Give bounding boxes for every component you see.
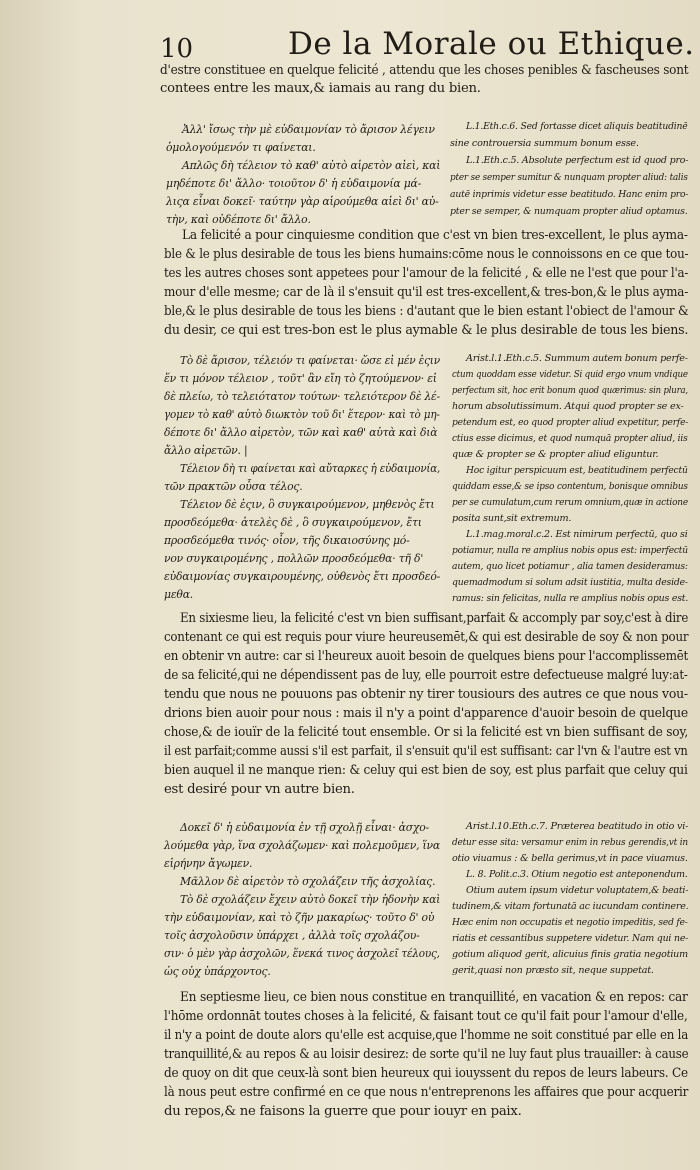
latin-note-line: autē inprimis videtur esse beatitudo. Hanc enim pro- <box>450 189 689 200</box>
latin-note-line: petendum est, eo quod propter aliud expetitur, perfe- <box>452 417 689 428</box>
latin-note-line: ramus: sin felicitas, nulla re amplius nobis opus est. <box>452 593 689 604</box>
latin-note-line: Arist.l.10.Eth.c.7. Præterea beatitudo in otio vi- <box>466 821 689 832</box>
latin-note-line: gerit,quasi non præsto sit, neque suppetat. <box>452 965 654 976</box>
body-text-line: chose,& de iouïr de la felicité tout ensemble. Or si la felicité est vn bien suffisant de soy, <box>164 725 688 740</box>
greek-quote-line: γομεν τὸ καθ' αὑτὸ διωκτὸν τοῦ δι' ἕτερον· καὶ τὸ μη- <box>164 408 440 421</box>
body-text-line: là nous peut estre confirmé en ce que nous n'entreprenons les affaires que pour acquerir <box>164 1085 689 1100</box>
body-text-line: de sa felicité,qui ne dépendissent pas de luy, elle pourroit estre defectueuse malgré luy:at- <box>164 668 688 683</box>
greek-quote-line: προσδεόμεθα τινός· οἷον, τῆς δικαιοσύνης μό- <box>164 534 410 547</box>
body-text-line: La felicité a pour cinquiesme condition que c'est vn bien tres-excellent, le plus ayma- <box>182 228 688 243</box>
latin-note-line: pter se semper sumitur & nunquam propter aliud: talis <box>450 172 688 183</box>
latin-note-line: autem, quo licet potiamur , alia tamen desideramus: <box>452 561 688 572</box>
latin-note-line: sine controuersia summum bonum esse. <box>450 138 639 149</box>
latin-note-line: potiamur, nulla re amplius nobis opus est: imperfectū <box>452 545 688 556</box>
greek-quote-line: ἕν τι μόνον τέλειον , τοῦτ' ἂν εἴη τὸ ζητούμενον· εἰ <box>164 372 437 385</box>
latin-note-line: L.1.Eth.c.6. Sed fortasse dicet aliquis beatitudinē <box>466 121 688 132</box>
intro-line-1: d'estre constituee en quelque felicité , attendu que les choses penibles & fascheuses sont <box>160 63 689 78</box>
body-text-line: il n'y a point de doute alors qu'elle est acquise,que l'homme ne soit constitué par elle en la <box>164 1028 689 1043</box>
page-number: 10 <box>160 34 194 64</box>
body-text-line: du repos,& ne faisons la guerre que pour iouyr en paix. <box>164 1104 522 1119</box>
greek-quote-line: μηδέποτε δι' ἄλλο· τοιοῦτον δ' ἡ εὐδαιμονία μά- <box>166 177 422 190</box>
latin-note-line: quemadmodum si solum adsit iustitia, multa deside- <box>452 577 688 588</box>
body-text-line: tranquillité,& au repos & au loisir desirez: de sorte qu'il ne luy faut plus trauailler: à cause <box>164 1047 689 1062</box>
running-title: De la Morale ou Ethique. <box>288 26 695 62</box>
latin-note-line: pter se semper, & numquam propter aliud optamus. <box>450 206 688 217</box>
body-text-line: est desiré pour vn autre bien. <box>164 782 355 797</box>
greek-quote-line: δὲ πλείω, τὸ τελειότατον τούτων· τελειότερον δὲ λέ- <box>164 390 440 403</box>
greek-quote-line: τοῖς ἀσχολοῦσιν ὑπάρχει , ἀλλὰ τοῖς σχολάζου- <box>164 929 420 942</box>
latin-note-line: Arist.l.1.Eth.c.5. Summum autem bonum perfe- <box>466 353 688 364</box>
latin-note-line: ctius esse dicimus, et quod numquā propter aliud, iis <box>452 433 688 444</box>
greek-quote-line: Μᾶλλον δὲ αἱρετὸν τὸ σχολάζειν τῆς ἀσχολίας. <box>180 875 436 888</box>
greek-quote-line: προσδεόμεθα· ἀτελὲς δὲ , ὃ συγκαιρούμενον, ἔτι <box>164 516 422 529</box>
latin-note-line: quæ & propter se & propter aliud eliguntur. <box>452 449 659 460</box>
greek-quote-line: τῶν πρακτῶν οὖσα τέλος. <box>164 480 303 493</box>
greek-quote-line: τὴν εὐδαιμονίαν, καὶ τὸ ζῆν μακαρίως· τοῦτο δ' οὐ <box>164 911 435 924</box>
latin-note-line: gotium aliquod gerit, alicuius finis gratia negotium <box>452 949 688 960</box>
latin-note-line: per se cumulatum,cum rerum omnium,quæ in actione <box>452 497 688 508</box>
greek-quote-line: εἰρήνην ἄγωμεν. <box>164 857 253 870</box>
greek-quote-line: σιν· ὁ μὲν γὰρ ἀσχολῶν, ἕνεκά τινος ἀσχολεῖ τέλους, <box>164 947 440 960</box>
latin-note-line: L.1.Eth.c.5. Absolute perfectum est id quod pro- <box>466 155 689 166</box>
intro-line-2: contees entre les maux,& iamais au rang du bien. <box>160 81 481 96</box>
greek-quote-line: λούμεθα γὰρ, ἵνα σχολάζωμεν· καὶ πολεμοῦμεν, ἵνα <box>164 839 440 852</box>
body-text-line: bien auquel il ne manque rien: & celuy qui est bien de soy, est plus parfait que celuy qui <box>164 763 688 778</box>
body-text-line: tes les autres choses sont appetees pour l'amour de la felicité , & elle ne l'est que pour l'a- <box>164 266 689 281</box>
latin-note-line: Hæc enim non occupatis et negotio impeditis, sed fe- <box>452 917 688 928</box>
latin-note-line: horum absolutissimum. Atqui quod propter se ex- <box>452 401 684 412</box>
latin-note-line: detur esse sita: versamur enim in rebus gerendis,vt in <box>452 837 688 848</box>
greek-quote-line: Τὸ δὲ σχολάζειν ἔχειν αὐτὸ δοκεῖ τὴν ἡδονὴν καὶ <box>180 893 441 906</box>
greek-quote-line: νον συγκαιρομένης , πολλῶν προσδεόμεθα· τῆ δ' <box>164 552 424 565</box>
body-text-line: drions bien auoir pour nous : mais il n'y a point d'apparence d'auoir besoin de quelque <box>164 706 688 721</box>
body-text-line: l'hōme ordonnāt toutes choses à la felicité, & faisant tout ce qu'il fait pour l'amour d'elle, <box>164 1009 688 1024</box>
body-text-line: ble,& le plus desirable de tous les biens : d'autant que le bien estant l'obiect de l'amour & <box>164 304 689 319</box>
greek-quote-line: τὴν, καὶ οὐδέποτε δι' ἄλλο. <box>166 213 311 226</box>
body-text-line: En septiesme lieu, ce bien nous constitue en tranquillité, en vacation & en repos: car <box>180 990 688 1005</box>
greek-quote-line: δέποτε δι' ἄλλο αἱρετὸν, τῶν καὶ καθ' αὑτὰ καὶ διὰ <box>164 426 438 439</box>
latin-note-line: Hoc igitur perspicuum est, beatitudinem perfectū <box>466 465 688 476</box>
body-text-line: contenant ce qui est requis pour viure heureusemēt,& qui est desirable de soy & non pour <box>164 630 689 645</box>
greek-quote-line: Ἀλλ' ἴσως τὴν μὲ εὐδαιμονίαν τὸ ἄρισον λέγειν <box>182 123 435 136</box>
greek-quote-line: Δοκεῖ δ' ἡ εὐδαιμονία ἐν τῇ σχολῇ εἶναι· ἀσχο- <box>180 821 430 834</box>
latin-note-line: otio viuamus : & bella gerimus,vt in pace viuamus. <box>452 853 688 864</box>
latin-note-line: tudinem,& vitam fortunatā ac iucundam continere. <box>452 901 689 912</box>
body-text-line: de quoy on dit que ceux-là sont bien heureux qui iouyssent du repos de leurs labeurs. Ce <box>164 1066 688 1081</box>
body-text-line: du desir, ce qui est tres-bon est le plus aymable & le plus desirable de tous les biens. <box>164 323 689 338</box>
latin-note-line: posita sunt,sit extremum. <box>452 513 572 524</box>
body-text-line: il est parfait;comme aussi s'il est parfait, il s'ensuit qu'il est suffisant: car l'vn & l'autre est vn <box>164 744 688 759</box>
greek-quote-line: Απλῶς δὴ τέλειον τὸ καθ' αὑτὸ αἱρετὸν αἰεὶ, καὶ <box>182 159 441 172</box>
body-text-line: ble & le plus desirable de tous les biens humains:cōme nous le connoissons en ce que tou- <box>164 247 689 262</box>
latin-note-line: L.1.mag.moral.c.2. Est nimirum perfectū, quo si <box>466 529 688 540</box>
latin-note-line: riatis et cessantibus suppetere videtur. Nam qui ne- <box>452 933 689 944</box>
greek-quote-line: ὁμολογούμενόν τι φαίνεται. <box>166 141 316 154</box>
latin-note-line: Otium autem ipsum videtur voluptatem,& beati- <box>466 885 689 896</box>
latin-note-line: ctum quoddam esse videtur. Si quid ergo vnum vndique <box>452 369 688 380</box>
greek-quote-line: ἄλλο αἱρετῶν. | <box>164 444 248 457</box>
body-text-line: en obtenir vn autre: car si l'heureux auoit besoin de quelques biens pour l'accomplissemēt <box>164 649 689 664</box>
latin-note-line: perfectum sit, hoc erit bonum quod quærimus: sin plura, <box>452 385 688 396</box>
greek-quote-line: Τὸ δὲ ἄρισον, τέλειόν τι φαίνεται· ὥσε εἰ μέν ἐςιν <box>180 354 440 367</box>
body-text-line: mour d'elle mesme; car de là il s'ensuit qu'il est tres-excellent,& tres-bon,& le plus ayma- <box>164 285 689 300</box>
greek-quote-line: εὐδαιμονίας συγκαιρουμένης, οὐθενὸς ἔτι προσδεό- <box>164 570 441 583</box>
latin-note-line: L. 8. Polit.c.3. Otium negotio est anteponendum. <box>466 869 688 880</box>
greek-quote-line: Τέλειον δὴ τι φαίνεται καὶ αὔταρκες ἡ εὐδαιμονία, <box>180 462 441 475</box>
greek-quote-line: λιςα εἶναι δοκεῖ· ταύτην γὰρ αἱρούμεθα αἰεὶ δι' αὐ- <box>166 195 439 208</box>
greek-quote-line: μεθα. <box>164 588 194 601</box>
greek-quote-line: ὡς οὐχ ὑπάρχοντος. <box>164 965 271 978</box>
greek-quote-line: Τέλειον δὲ ἐςιν, ὃ συγκαιρούμενον, μηθενὸς ἔτι <box>180 498 435 511</box>
body-text-line: tendu que nous ne pouuons pas obtenir ny tirer tousiours des autres ce que nous vou- <box>164 687 688 702</box>
latin-note-line: quiddam esse,& se ipso contentum, bonisque omnibus <box>452 481 688 492</box>
body-text-line: En sixiesme lieu, la felicité c'est vn bien suffisant,parfait & accomply par soy,c'est à dire <box>180 611 689 626</box>
